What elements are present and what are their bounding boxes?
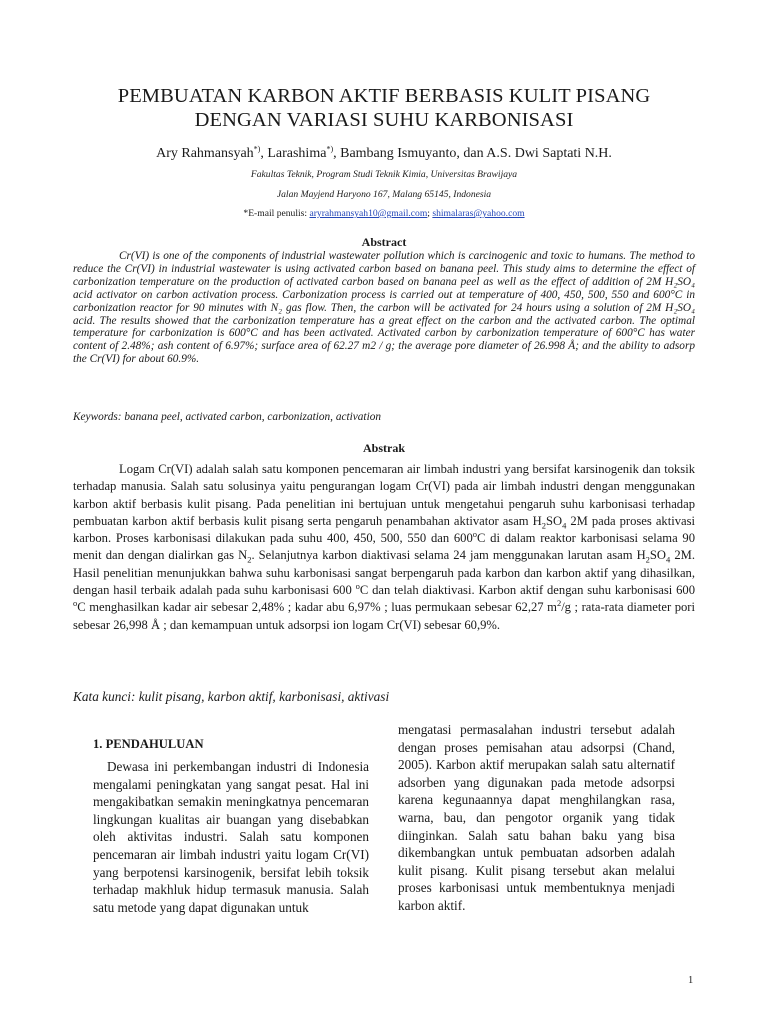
email-line <box>40 208 728 220</box>
title-line-2: DENGAN VARIASI SUHU KARBONISASI <box>194 109 574 131</box>
abstrak-body <box>73 461 695 634</box>
abstrak-text: SO <box>649 548 667 563</box>
superscript: 2 <box>556 598 562 609</box>
abstrak-text: SO <box>545 513 563 528</box>
email-separator: ; <box>427 208 433 219</box>
email-prefix: *E-mail penulis: <box>243 208 310 219</box>
body-paragraph: Dewasa ini perkembangan industri di Indonesia mengalami peningkatan yang sangat pesat. Hal ini mengakibatkan semakin meningkatnya pencemaran lingkungan kualitas air buangan yang disebabkan oleh aktivitas industri. Salah satu komponen pencemaran air limbah industri yaitu logam Cr(VI) yang berpotensi karsinogenik, bersifat lebih toksik terhadap makhluk hidup termasuk manusia. Salah satu metode yang dapat digunakan untuk <box>93 759 369 915</box>
author-list <box>40 145 728 163</box>
abstract-paragraph: Cr(VI) is one of the components of industrial wastewater pollution which is carcinogenic and toxic to humans. The method to reduce the Cr(VI) in industrial wastewater is using activated carbon based on banana peel. This study aims to determine the effect of carbonization temperature on the production of activated carbon based on banana peel as well as the effect of addition of 2M H₂SO₄ acid activator on carbon activation process. Carbonization process is carried out at temperature of 400, 450, 500, 550 and 600°C in carbonization reactor for 90 minutes with N₂ gas flow. Then, the carbon will be activated for 24 hours using a solution of 2M H₂SO₄ acid. The results showed that the carbonization temperature has a great effect on the carbon and the activated carbon. The optimal temperature for carbonization is 600°C and has been activated. Activated carbon by carbonization temperature of 600°C has water content of 2.48%; ash content of 6.97%; surface area of 62.27 m2 / g; the average pore diameter of 26.998 Å; and the ability to adsorp the Cr(VI) for about 60.9%. <box>73 250 695 366</box>
abstrak-text: C dan telah diaktivasi. Karbon aktif dengan suhu karbonisasi 600 <box>359 583 695 598</box>
abstrak-text: . Selanjutnya karbon diaktivasi selama 24 jam menggunakan larutan asam H <box>251 548 646 563</box>
subscript: 4 <box>562 520 567 531</box>
subscript: 2 <box>645 555 650 565</box>
email-link-1[interactable]: aryrahmansyah10@gmail.com <box>309 208 428 219</box>
email-link-2[interactable]: shimalaras@yahoo.com <box>432 208 525 219</box>
abstract-heading: Abstract <box>361 235 407 249</box>
corresponding-mark-2: *) <box>326 144 334 154</box>
body-paragraph: mengatasi permasalahan industri tersebut adalah dengan proses pemisahan atau adsorpsi (Chand, 2005). Karbon aktif merupakan salah satu alternatif adsorben yang digunakan pada metode adsorpsi karena kegunaannya dapat menghilangkan rasa, warna, bau, dan pengotor organik yang tidak diinginkan. Salah satu bahan baku yang bisa dikembangkan untuk pembuatan adsorben adalah kulit pisang. Kulit pisang tersebut akan melalui proses karbonisasi untuk membentuknya menjadi karbon aktif. <box>398 722 675 913</box>
corresponding-mark-1: *) <box>253 144 261 154</box>
subscript: 2 <box>541 520 546 531</box>
abstrak-heading: Abstrak <box>362 441 405 455</box>
author-2: Larashima <box>267 146 327 161</box>
affiliation-line-2: Jalan Mayjend Haryono 167, Malang 65145, Indonesia <box>276 189 492 200</box>
abstrak-text: C menghasilkan kadar air sebesar 2,48% ; kadar abu 6,97% ; luas permukaan sebesar 62,27 m <box>77 600 557 615</box>
abstrak-text: C di dalam reaktor karbonisasi selama 90 menit dan dengan dialirkan gas N <box>73 531 695 563</box>
subscript: 4 <box>666 555 671 565</box>
superscript: o <box>73 598 78 609</box>
superscript: o <box>355 580 360 591</box>
keywords: Keywords: banana peel, activated carbon, carbonization, activation <box>73 411 381 423</box>
page-number: 1 <box>688 975 694 986</box>
abstrak-text: 2M pada proses aktivasi karbon. Proses karbonisasi dilakukan pada suhu 400, 450, 500, 550 dan 600 <box>73 513 695 546</box>
left-column <box>93 736 369 916</box>
paper-title <box>70 84 698 132</box>
abstrak-text: /g ; rata-rata diameter pori sebesar 26,998 Å ; dan kemampuan untuk adsorpsi ion logam Cr(VI) sebesar 60,9%. <box>73 600 695 632</box>
author-separator: , <box>260 146 268 161</box>
title-line-1: PEMBUATAN KARBON AKTIF BERBASIS KULIT PISANG <box>117 85 651 107</box>
affiliation-line-1: Fakultas Teknik, Program Studi Teknik Kimia, Universitas Brawijaya <box>250 169 518 180</box>
author-1: Ary Rahmansyah <box>156 146 254 161</box>
abstract-body <box>73 250 695 366</box>
kata-kunci: Kata kunci: kulit pisang, karbon aktif, karbonisasi, aktivasi <box>73 689 390 704</box>
subscript: 2 <box>247 555 252 565</box>
abstrak-text: Logam Cr(VI) adalah salah satu komponen pencemaran air limbah industri yang bersifat karsinogenik dan toksik terhadap manusia. Salah satu solusinya yaitu pengurangan logam Cr(VI) pada air limbah industri dengan menggunakan karbon aktif berbasis kulit pisang. Pada penelitian ini bertujuan untuk mengetahui pengaruh suhu karbonisasi terhadap pembuatan karbon aktif berbasis kulit pisang serta pengaruh penambahan aktivator asam H <box>73 462 695 528</box>
other-authors: , Bambang Ismuyanto, dan A.S. Dwi Saptati N.H. <box>333 146 612 161</box>
abstrak-text: 2M. Hasil penelitian menunjukkan bahwa suhu karbonisasi sangat berpengaruh pada karbon dan karbon aktif yang dihasilkan, dengan hasil terbaik adalah pada suhu karbonisasi 600 <box>73 548 695 598</box>
abstrak-paragraph <box>73 461 695 634</box>
right-column <box>398 721 675 915</box>
superscript: o <box>472 529 478 539</box>
section-heading: 1. PENDAHULUAN <box>93 737 204 751</box>
